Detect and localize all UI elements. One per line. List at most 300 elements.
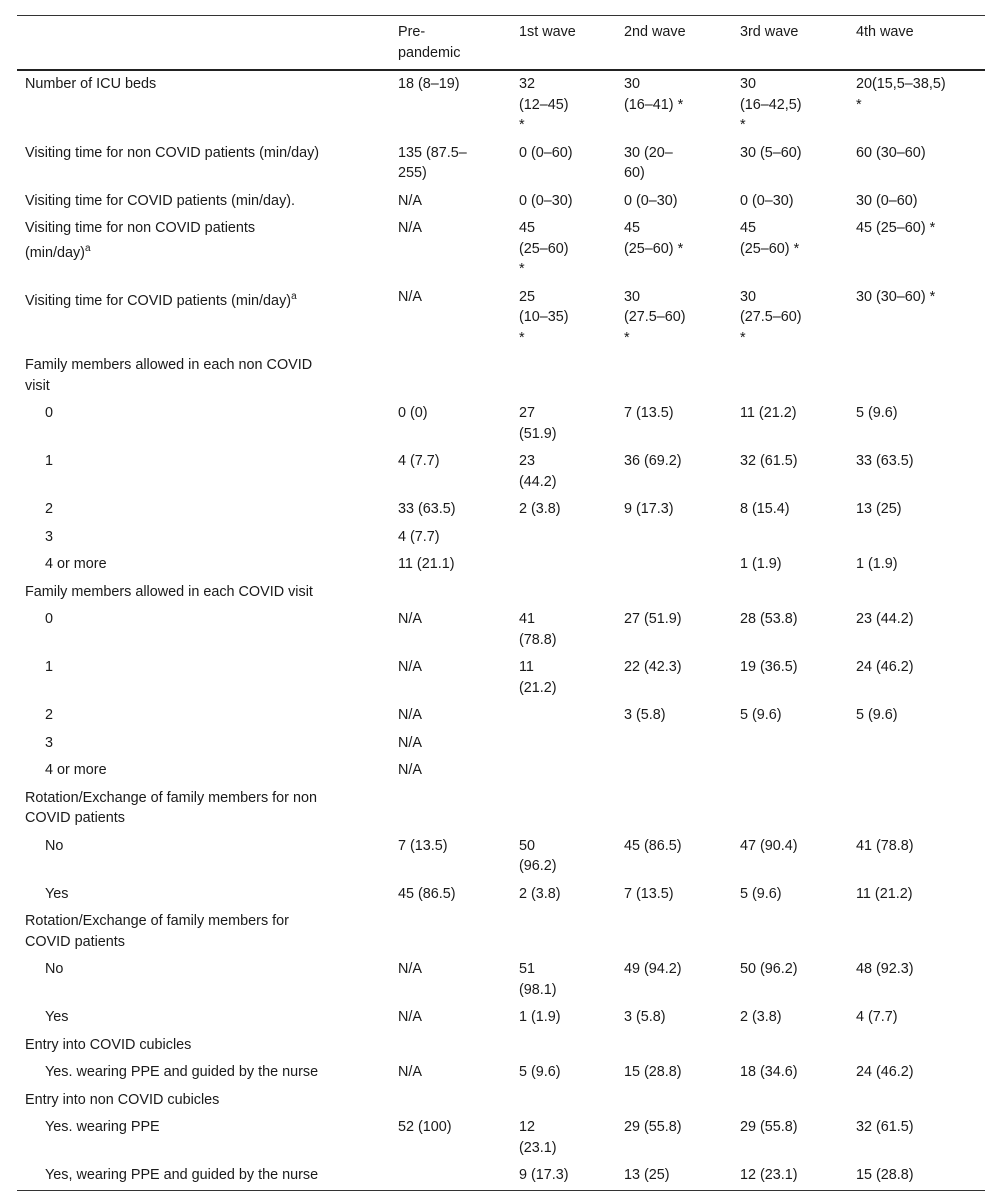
table-cell bbox=[732, 1032, 848, 1060]
cell-line: 23 bbox=[519, 453, 536, 469]
label-line: 3 bbox=[45, 528, 54, 545]
table-cell bbox=[848, 448, 985, 496]
table-cell bbox=[616, 757, 732, 785]
table-cell bbox=[511, 757, 616, 785]
cell-line: 49 (94.2) bbox=[624, 961, 682, 977]
table-cell bbox=[390, 496, 511, 524]
table-cell bbox=[511, 1004, 616, 1032]
cell-line: 0 (0–30) bbox=[519, 192, 573, 209]
table-cell bbox=[848, 579, 985, 607]
table-cell bbox=[511, 1032, 616, 1060]
cell-line: 20(15,5–38,5) bbox=[856, 76, 946, 92]
cell-line: 11 (21.2) bbox=[740, 405, 797, 421]
row-label bbox=[17, 215, 390, 284]
cell-line: (25–60) * bbox=[740, 240, 800, 257]
table-cell bbox=[616, 1162, 732, 1190]
table-row bbox=[17, 908, 985, 956]
cell-line: 51 bbox=[519, 961, 536, 977]
table-cell bbox=[848, 833, 985, 881]
cell-line: 18 (8–19) bbox=[398, 76, 460, 92]
data-table bbox=[17, 15, 985, 1191]
table-cell bbox=[511, 215, 616, 284]
table-cell bbox=[616, 551, 732, 579]
table-cell bbox=[390, 524, 511, 552]
table-cell bbox=[848, 654, 985, 702]
table-cell bbox=[732, 496, 848, 524]
row-label bbox=[17, 579, 390, 607]
table-cell bbox=[390, 551, 511, 579]
label-line: Yes bbox=[45, 885, 69, 902]
table-cell bbox=[732, 1162, 848, 1190]
table-cell bbox=[732, 352, 848, 400]
table-row bbox=[17, 956, 985, 1004]
label-line: Yes. wearing PPE bbox=[45, 1119, 160, 1135]
table-cell bbox=[390, 1059, 511, 1087]
table-cell bbox=[390, 1032, 511, 1060]
cell-line: N/A bbox=[398, 762, 422, 778]
table-cell bbox=[848, 551, 985, 579]
cell-line: (98.1) bbox=[519, 981, 557, 998]
table-cell bbox=[390, 757, 511, 785]
table-cell bbox=[390, 785, 511, 833]
label-line: Visiting time for non COVID patients bbox=[25, 220, 256, 236]
cell-line: N/A bbox=[398, 611, 422, 627]
table-cell bbox=[732, 579, 848, 607]
cell-line: 13 (25) bbox=[624, 1167, 670, 1183]
table-cell bbox=[511, 188, 616, 216]
footnote-marker: a bbox=[291, 290, 297, 302]
table-cell bbox=[848, 881, 985, 909]
table-cell bbox=[732, 702, 848, 730]
cell-line: 135 (87.5– bbox=[398, 144, 467, 161]
table-row bbox=[17, 757, 985, 785]
table-row bbox=[17, 606, 985, 654]
row-label bbox=[17, 1032, 390, 1060]
table-cell bbox=[616, 215, 732, 284]
cell-line: * bbox=[519, 117, 525, 133]
cell-line: 25 bbox=[519, 288, 536, 305]
table-row bbox=[17, 785, 985, 833]
cell-line: 30 (30–60) * bbox=[856, 288, 936, 305]
cell-line: (16–42,5) bbox=[740, 96, 802, 113]
row-label bbox=[17, 352, 390, 400]
row-label bbox=[17, 785, 390, 833]
cell-line: 5 (9.6) bbox=[740, 707, 782, 723]
label-line: Entry into COVID cubicles bbox=[25, 1036, 192, 1053]
table-cell bbox=[848, 908, 985, 956]
table-cell bbox=[616, 448, 732, 496]
table-cell bbox=[390, 833, 511, 881]
table-cell bbox=[390, 579, 511, 607]
cell-line: * bbox=[624, 329, 630, 346]
table-cell bbox=[511, 908, 616, 956]
cell-line: (10–35) bbox=[519, 309, 569, 325]
table-cell bbox=[511, 1114, 616, 1162]
label-line: Family members allowed in each COVID visit bbox=[25, 583, 313, 600]
table-cell bbox=[390, 730, 511, 758]
table-cell bbox=[511, 400, 616, 448]
cell-line: 5 (9.6) bbox=[519, 1064, 561, 1080]
table-cell bbox=[616, 579, 732, 607]
table-cell bbox=[732, 956, 848, 1004]
cell-line: 15 (28.8) bbox=[624, 1064, 682, 1080]
cell-line: (78.8) bbox=[519, 631, 557, 648]
table-row bbox=[17, 352, 985, 400]
cell-line: 48 (92.3) bbox=[856, 961, 914, 977]
cell-line: 41 (78.8) bbox=[856, 837, 914, 854]
cell-line: 60) bbox=[624, 165, 645, 181]
cell-line: 0 (0–30) bbox=[740, 192, 794, 209]
cell-line: 23 (44.2) bbox=[856, 611, 914, 627]
cell-line: 30 bbox=[740, 288, 757, 305]
cell-line: 52 (100) bbox=[398, 1119, 452, 1135]
table-cell bbox=[390, 606, 511, 654]
cell-line: 32 (61.5) bbox=[740, 453, 798, 469]
table-row bbox=[17, 400, 985, 448]
cell-line: 12 (23.1) bbox=[740, 1167, 798, 1183]
table-row bbox=[17, 524, 985, 552]
table-cell bbox=[616, 284, 732, 353]
table-cell bbox=[511, 702, 616, 730]
table-cell bbox=[616, 188, 732, 216]
cell-line: 11 (21.1) bbox=[398, 556, 455, 572]
cell-line: (21.2) bbox=[519, 679, 557, 696]
row-label bbox=[17, 448, 390, 496]
table-cell bbox=[732, 70, 848, 140]
table-cell bbox=[848, 352, 985, 400]
table-cell bbox=[848, 606, 985, 654]
header-row bbox=[17, 16, 985, 71]
label-line: Number of ICU beds bbox=[25, 76, 157, 92]
table-cell bbox=[732, 215, 848, 284]
label-line: Family members allowed in each non COVID bbox=[25, 357, 313, 373]
cell-line: 9 (17.3) bbox=[519, 1167, 569, 1183]
table-cell bbox=[732, 785, 848, 833]
table-row bbox=[17, 833, 985, 881]
cell-line: 7 (13.5) bbox=[624, 885, 674, 902]
table-cell bbox=[616, 70, 732, 140]
cell-line: 36 (69.2) bbox=[624, 453, 682, 469]
label-line: 4 or more bbox=[45, 556, 107, 572]
table-cell bbox=[511, 524, 616, 552]
cell-line: 27 bbox=[519, 405, 536, 421]
table-cell bbox=[390, 956, 511, 1004]
cell-line: 2 (3.8) bbox=[519, 885, 561, 902]
table-cell bbox=[511, 606, 616, 654]
table-cell bbox=[848, 496, 985, 524]
header-cell-1st-wave: 1st wave bbox=[519, 24, 576, 40]
table-row bbox=[17, 730, 985, 758]
cell-line: N/A bbox=[398, 220, 422, 236]
cell-line: 0 (0–30) bbox=[624, 192, 678, 209]
table-cell bbox=[616, 1032, 732, 1060]
table-cell bbox=[390, 448, 511, 496]
cell-line: 45 bbox=[519, 220, 536, 236]
cell-line: 27 (51.9) bbox=[624, 611, 682, 627]
row-label bbox=[17, 1087, 390, 1115]
table-cell bbox=[732, 730, 848, 758]
cell-line: 60 (30–60) bbox=[856, 144, 926, 161]
table-cell bbox=[390, 1004, 511, 1032]
row-label bbox=[17, 1114, 390, 1162]
cell-line: * bbox=[519, 329, 525, 346]
header-cell-pre-pandemic bbox=[390, 16, 511, 71]
cell-line: 30 bbox=[740, 76, 757, 92]
table-header bbox=[17, 16, 985, 71]
table-cell bbox=[848, 956, 985, 1004]
label-line: Entry into non COVID cubicles bbox=[25, 1091, 220, 1108]
cell-line: 41 bbox=[519, 611, 536, 627]
cell-line: 0 (0) bbox=[398, 405, 428, 421]
table-cell bbox=[848, 284, 985, 353]
row-label bbox=[17, 1059, 390, 1087]
table-cell bbox=[848, 1162, 985, 1190]
row-label bbox=[17, 496, 390, 524]
table-row bbox=[17, 188, 985, 216]
header-line: Pre- bbox=[398, 24, 426, 40]
table-row bbox=[17, 579, 985, 607]
cell-line: 12 bbox=[519, 1119, 536, 1135]
table-row bbox=[17, 140, 985, 188]
table-cell bbox=[616, 1059, 732, 1087]
cell-line: 45 bbox=[740, 220, 757, 236]
cell-line: (96.2) bbox=[519, 858, 557, 874]
label-line: No bbox=[45, 837, 64, 854]
table-cell bbox=[732, 1114, 848, 1162]
cell-line: 33 (63.5) bbox=[856, 453, 914, 469]
table-row bbox=[17, 70, 985, 140]
table-cell bbox=[390, 654, 511, 702]
cell-line: 13 (25) bbox=[856, 501, 902, 517]
row-label bbox=[17, 833, 390, 881]
table-row bbox=[17, 654, 985, 702]
cell-line: 29 (55.8) bbox=[624, 1119, 682, 1135]
table-cell bbox=[732, 524, 848, 552]
cell-line: N/A bbox=[398, 192, 422, 209]
table-row bbox=[17, 1004, 985, 1032]
table-row bbox=[17, 496, 985, 524]
cell-line: 45 (86.5) bbox=[398, 885, 456, 902]
row-label bbox=[17, 908, 390, 956]
table-cell bbox=[732, 1004, 848, 1032]
table-cell bbox=[732, 188, 848, 216]
cell-line: (44.2) bbox=[519, 473, 557, 490]
cell-line: 11 (21.2) bbox=[856, 885, 913, 902]
row-label bbox=[17, 606, 390, 654]
table-cell bbox=[848, 1032, 985, 1060]
cell-line: 45 (25–60) * bbox=[856, 220, 936, 236]
header-cell-2nd-wave: 2nd wave bbox=[624, 24, 686, 40]
cell-line: 4 (7.7) bbox=[856, 1009, 898, 1025]
row-label bbox=[17, 70, 390, 140]
label-line: 2 bbox=[45, 707, 54, 723]
table-cell bbox=[848, 70, 985, 140]
table-row bbox=[17, 551, 985, 579]
header-cell-3rd-wave: 3rd wave bbox=[740, 24, 799, 40]
cell-line: 33 (63.5) bbox=[398, 501, 456, 517]
cell-line: (25–60) * bbox=[624, 240, 684, 257]
table-cell bbox=[732, 833, 848, 881]
table-cell bbox=[511, 140, 616, 188]
header-line: pandemic bbox=[398, 44, 461, 61]
cell-line: (25–60) bbox=[519, 240, 569, 257]
label-line: Visiting time for non COVID patients (min/day) bbox=[25, 144, 320, 161]
cell-line: (16–41) * bbox=[624, 96, 684, 113]
cell-line: 4 (7.7) bbox=[398, 453, 440, 469]
table-cell bbox=[390, 908, 511, 956]
row-label bbox=[17, 881, 390, 909]
header-cell-4th-wave: 4th wave bbox=[856, 24, 914, 40]
cell-line: * bbox=[740, 117, 746, 133]
table-cell bbox=[511, 579, 616, 607]
cell-line: 45 bbox=[624, 220, 641, 236]
table-row bbox=[17, 1059, 985, 1087]
table-row bbox=[17, 284, 985, 353]
cell-line: 28 (53.8) bbox=[740, 611, 798, 627]
cell-line: 30 (5–60) bbox=[740, 144, 802, 161]
row-label bbox=[17, 757, 390, 785]
table-cell bbox=[390, 70, 511, 140]
table-cell bbox=[732, 606, 848, 654]
cell-line: (12–45) bbox=[519, 96, 569, 113]
label-line: COVID patients bbox=[25, 933, 125, 950]
cell-line: 19 (36.5) bbox=[740, 659, 798, 675]
table-cell bbox=[848, 702, 985, 730]
label-line: 3 bbox=[45, 734, 54, 751]
cell-line: 5 (9.6) bbox=[856, 405, 898, 421]
table-cell bbox=[511, 1162, 616, 1190]
table-cell bbox=[848, 1087, 985, 1115]
footnote-marker: a bbox=[84, 242, 91, 254]
cell-line: 1 (1.9) bbox=[519, 1009, 561, 1025]
table-cell bbox=[616, 702, 732, 730]
table-cell bbox=[511, 284, 616, 353]
row-label bbox=[17, 284, 390, 353]
table-body bbox=[17, 70, 985, 1190]
row-label bbox=[17, 140, 390, 188]
cell-line: N/A bbox=[398, 734, 422, 751]
label-line: Rotation/Exchange of family members for non bbox=[25, 789, 317, 806]
table-cell bbox=[390, 702, 511, 730]
cell-line: * bbox=[740, 329, 746, 346]
row-label bbox=[17, 730, 390, 758]
label-line: (min/day) bbox=[25, 244, 85, 261]
cell-line: 29 (55.8) bbox=[740, 1119, 798, 1135]
table-cell bbox=[511, 654, 616, 702]
cell-line: N/A bbox=[398, 961, 422, 977]
table-row bbox=[17, 1087, 985, 1115]
table-cell bbox=[616, 833, 732, 881]
label-line: COVID patients bbox=[25, 810, 125, 826]
table-cell bbox=[732, 881, 848, 909]
cell-line: 5 (9.6) bbox=[856, 707, 898, 723]
table-cell bbox=[616, 908, 732, 956]
cell-line: 8 (15.4) bbox=[740, 501, 790, 517]
cell-line: N/A bbox=[398, 1064, 422, 1080]
cell-line: 7 (13.5) bbox=[398, 837, 448, 854]
cell-line: 50 (96.2) bbox=[740, 961, 798, 977]
row-label bbox=[17, 956, 390, 1004]
table-cell bbox=[616, 956, 732, 1004]
table-cell bbox=[732, 1059, 848, 1087]
cell-line: 50 bbox=[519, 837, 536, 854]
table-cell bbox=[732, 140, 848, 188]
cell-line: 11 bbox=[519, 659, 534, 675]
cell-line: 1 (1.9) bbox=[740, 556, 782, 572]
label-line: 1 bbox=[45, 659, 54, 675]
table-cell bbox=[616, 881, 732, 909]
table-cell bbox=[616, 496, 732, 524]
table-row bbox=[17, 215, 985, 284]
cell-line: 22 (42.3) bbox=[624, 659, 682, 675]
table-cell bbox=[390, 1114, 511, 1162]
table-row bbox=[17, 1032, 985, 1060]
table-cell bbox=[390, 1087, 511, 1115]
cell-line: 18 (34.6) bbox=[740, 1064, 798, 1080]
label-line: Visiting time for COVID patients (min/day). bbox=[25, 192, 296, 209]
cell-line: 15 (28.8) bbox=[856, 1167, 914, 1183]
cell-line: 45 (86.5) bbox=[624, 837, 682, 854]
table-cell bbox=[616, 730, 732, 758]
row-label bbox=[17, 1004, 390, 1032]
table-cell bbox=[848, 1059, 985, 1087]
table-cell bbox=[732, 908, 848, 956]
table-cell bbox=[511, 551, 616, 579]
table-row bbox=[17, 448, 985, 496]
table-cell bbox=[848, 524, 985, 552]
table-row bbox=[17, 881, 985, 909]
table-cell bbox=[511, 496, 616, 524]
label-line: Yes, wearing PPE and guided by the nurse bbox=[45, 1167, 319, 1183]
table-cell bbox=[511, 785, 616, 833]
table-cell bbox=[616, 400, 732, 448]
table-cell bbox=[732, 400, 848, 448]
cell-line: 7 (13.5) bbox=[624, 405, 674, 421]
table-cell bbox=[848, 757, 985, 785]
table-cell bbox=[390, 140, 511, 188]
table-cell bbox=[848, 188, 985, 216]
table-cell bbox=[390, 352, 511, 400]
cell-line: 3 (5.8) bbox=[624, 707, 666, 723]
table-cell bbox=[390, 400, 511, 448]
table-cell bbox=[616, 1114, 732, 1162]
row-label bbox=[17, 654, 390, 702]
table-cell bbox=[511, 881, 616, 909]
table-cell bbox=[390, 215, 511, 284]
label-line: 2 bbox=[45, 501, 54, 517]
cell-line: N/A bbox=[398, 659, 422, 675]
cell-line: 30 (0–60) bbox=[856, 192, 918, 209]
cell-line: 5 (9.6) bbox=[740, 885, 782, 902]
table-cell bbox=[848, 730, 985, 758]
row-label bbox=[17, 524, 390, 552]
table-cell bbox=[616, 140, 732, 188]
cell-line: 30 (20– bbox=[624, 144, 673, 161]
cell-line: 1 (1.9) bbox=[856, 556, 898, 572]
cell-line: 47 (90.4) bbox=[740, 837, 798, 854]
row-label bbox=[17, 1162, 390, 1190]
table-cell bbox=[732, 284, 848, 353]
cell-line: (27.5–60) bbox=[740, 309, 802, 325]
table-cell bbox=[732, 448, 848, 496]
table-cell bbox=[848, 1114, 985, 1162]
cell-line: * bbox=[856, 96, 862, 113]
row-label bbox=[17, 551, 390, 579]
cell-line: 9 (17.3) bbox=[624, 501, 674, 517]
label-line: Visiting time for COVID patients (min/day) bbox=[25, 292, 292, 309]
label-line: 4 or more bbox=[45, 762, 107, 778]
row-label bbox=[17, 702, 390, 730]
